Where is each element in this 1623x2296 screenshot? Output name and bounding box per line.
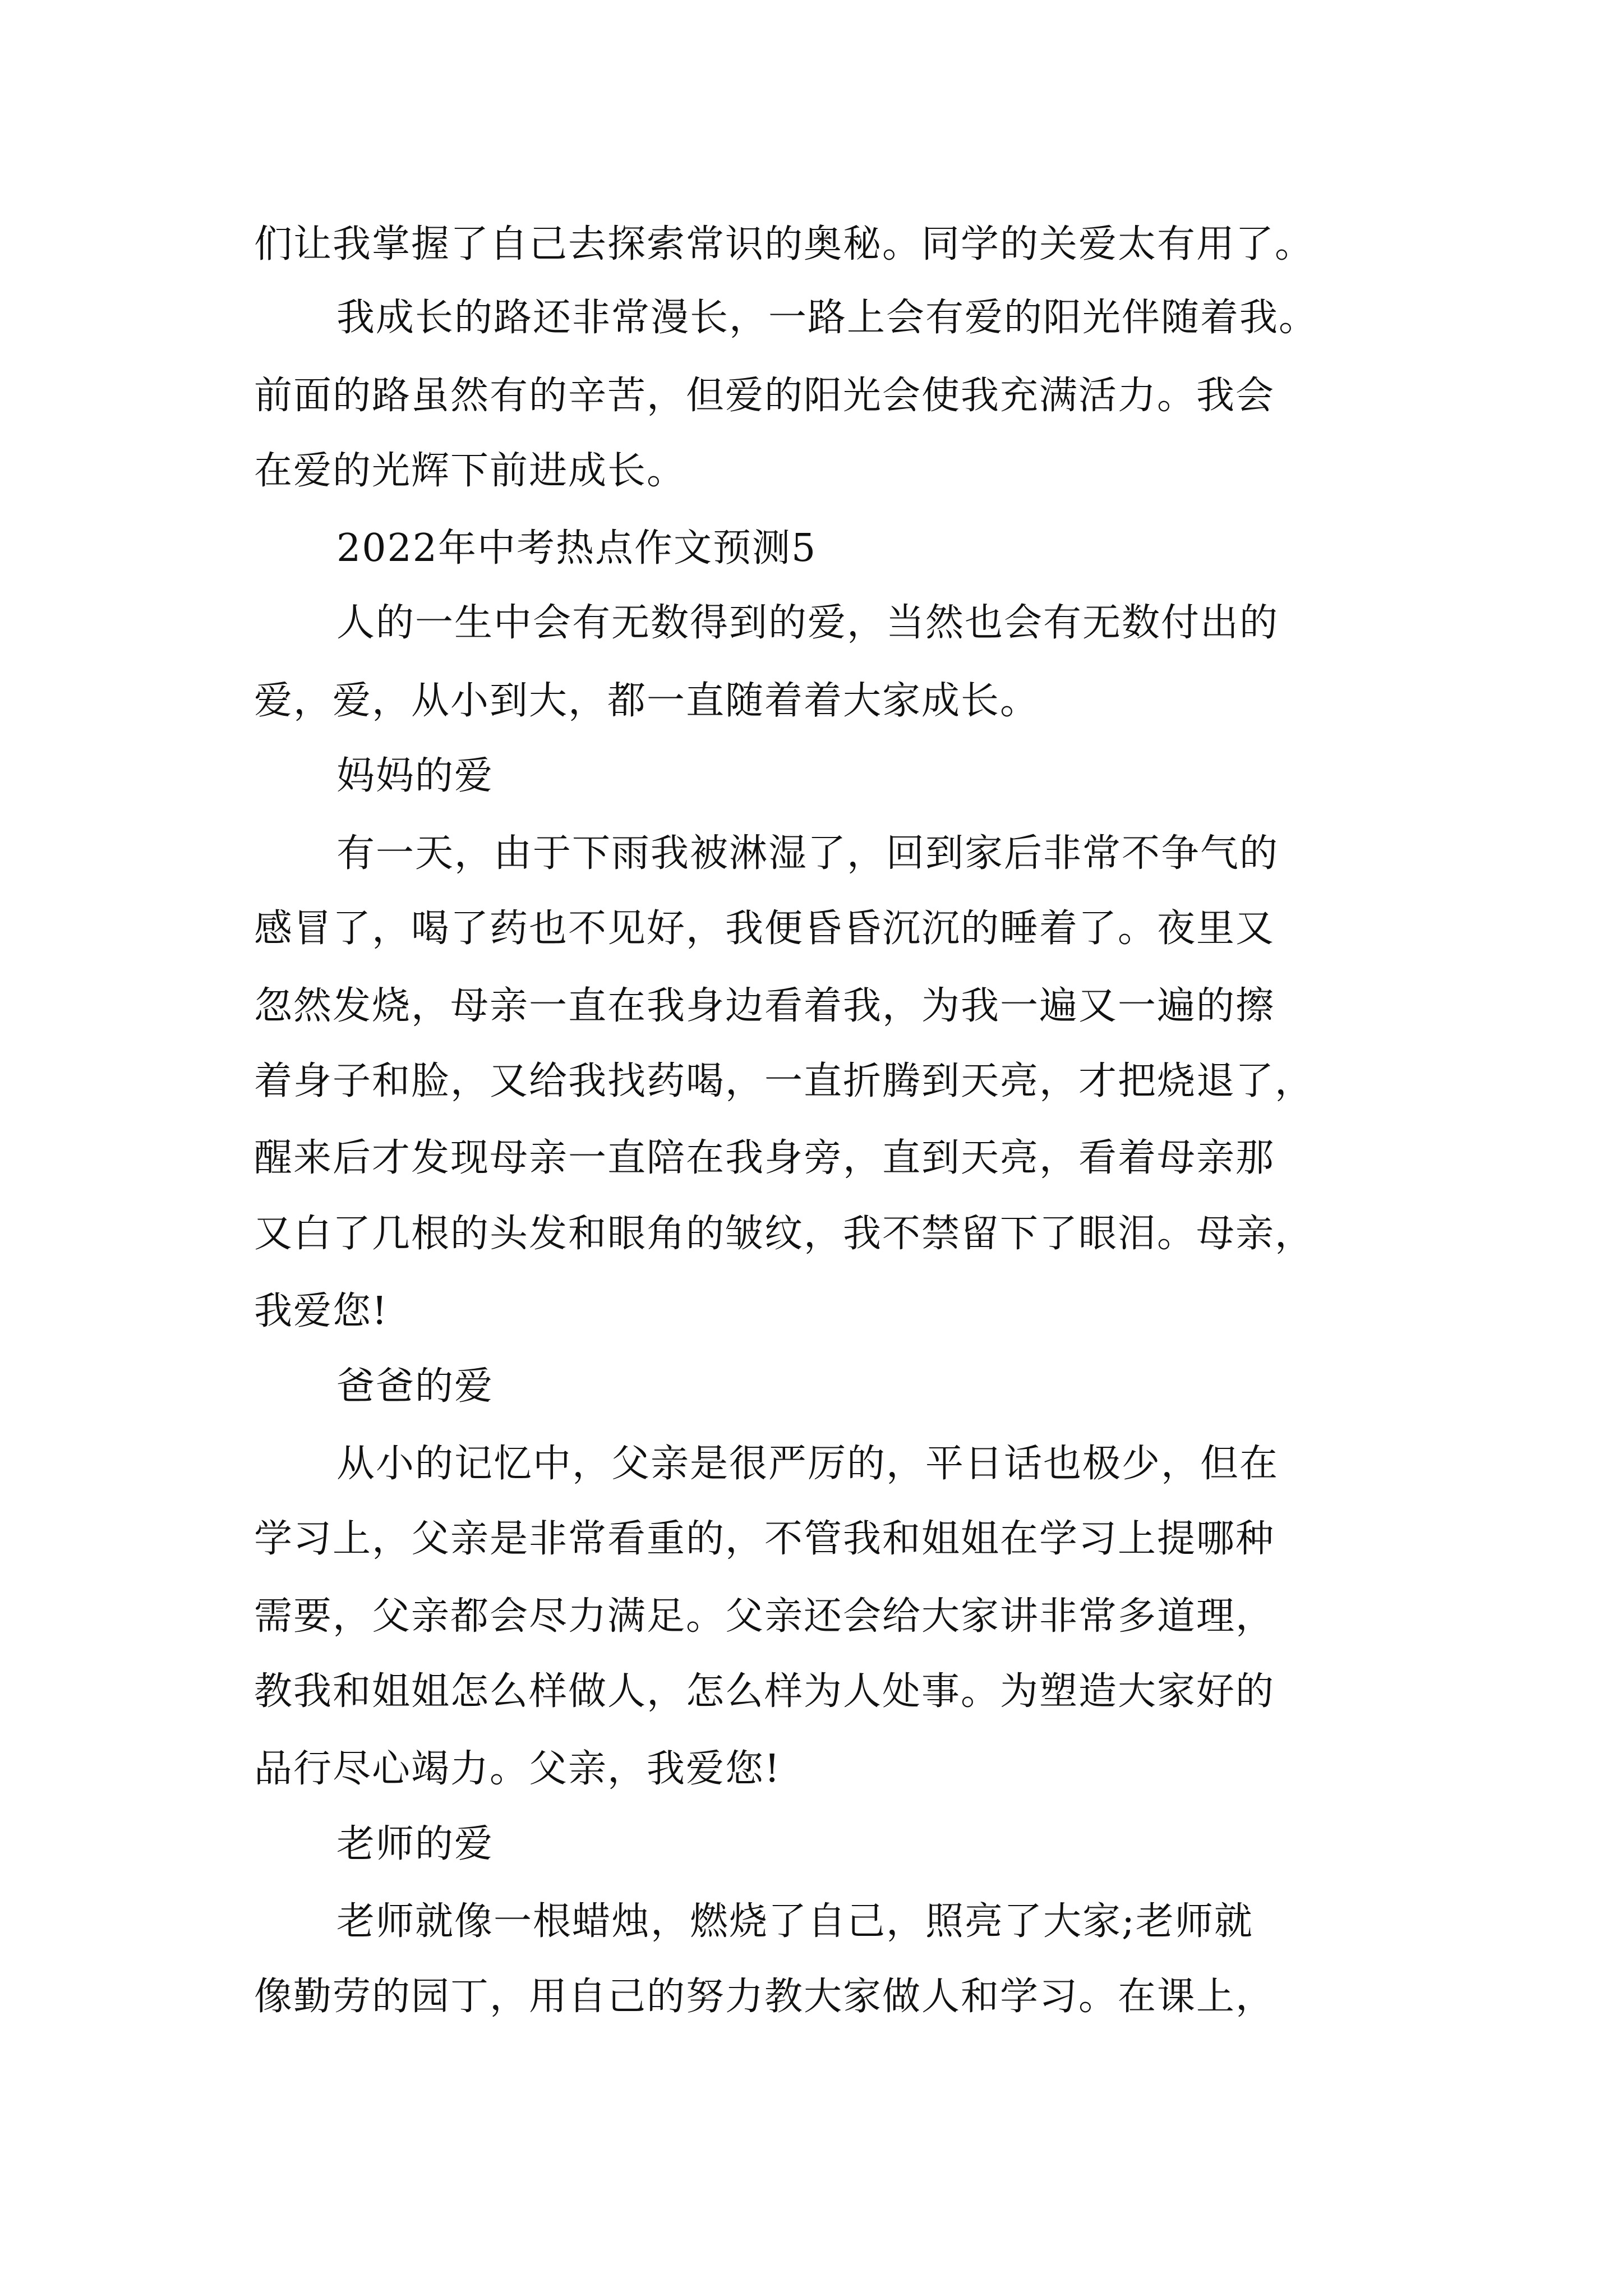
text-line: 忽然发烧，母亲一直在我身边看着我，为我一遍又一遍的擦	[254, 984, 1275, 1028]
paragraph-first-line: 老师就像一根蜡烛，燃烧了自己，照亮了大家;老师就	[336, 1899, 1253, 1944]
text-line: 在爱的光辉下前进成长。	[254, 449, 686, 493]
text-line: 又白了几根的头发和眼角的皱纹，我不禁留下了眼泪。母亲，	[254, 1212, 1315, 1256]
text-line: 爱，爱，从小到大，都一直随着着大家成长。	[254, 679, 1040, 723]
text-line: 前面的路虽然有的辛苦，但爱的阳光会使我充满活力。我会	[254, 374, 1275, 418]
text-line: 着身子和脸，又给我找药喝，一直折腾到天亮，才把烧退了，	[254, 1059, 1315, 1103]
paragraph-first-line: 我成长的路还非常漫长，一路上会有爱的阳光伴随着我。	[336, 296, 1318, 340]
text-line: 感冒了，喝了药也不见好，我便昏昏沉沉的睡着了。夜里又	[254, 907, 1275, 951]
paragraph-first-line: 人的一生中会有无数得到的爱，当然也会有无数付出的	[336, 601, 1279, 645]
section-heading: 2022年中考热点作文预测5	[336, 526, 817, 570]
subheading-teacher: 老师的爱	[336, 1822, 494, 1866]
text-line: 教我和姐姐怎么样做人，怎么样为人处事。为塑造大家好的	[254, 1669, 1275, 1714]
subheading-mother: 妈妈的爱	[336, 754, 494, 798]
text-line: 像勤劳的园丁，用自己的努力教大家做人和学习。在课上，	[254, 1975, 1275, 2019]
text-line: 我爱您!	[254, 1289, 389, 1333]
text-line: 醒来后才发现母亲一直陪在我身旁，直到天亮，看着母亲那	[254, 1136, 1275, 1180]
text-line: 品行尽心竭力。父亲，我爱您!	[254, 1747, 781, 1791]
paragraph-first-line: 有一天，由于下雨我被淋湿了，回到家后非常不争气的	[336, 831, 1279, 876]
subheading-father: 爸爸的爱	[336, 1364, 494, 1409]
text-line: 需要，父亲都会尽力满足。父亲还会给大家讲非常多道理，	[254, 1594, 1275, 1639]
paragraph-first-line: 从小的记忆中，父亲是很严厉的，平日话也极少，但在	[336, 1442, 1279, 1486]
text-line: 们让我掌握了自己去探索常识的奥秘。同学的关爱太有用了。	[254, 222, 1315, 266]
text-line: 学习上，父亲是非常看重的，不管我和姐姐在学习上提哪种	[254, 1517, 1275, 1561]
